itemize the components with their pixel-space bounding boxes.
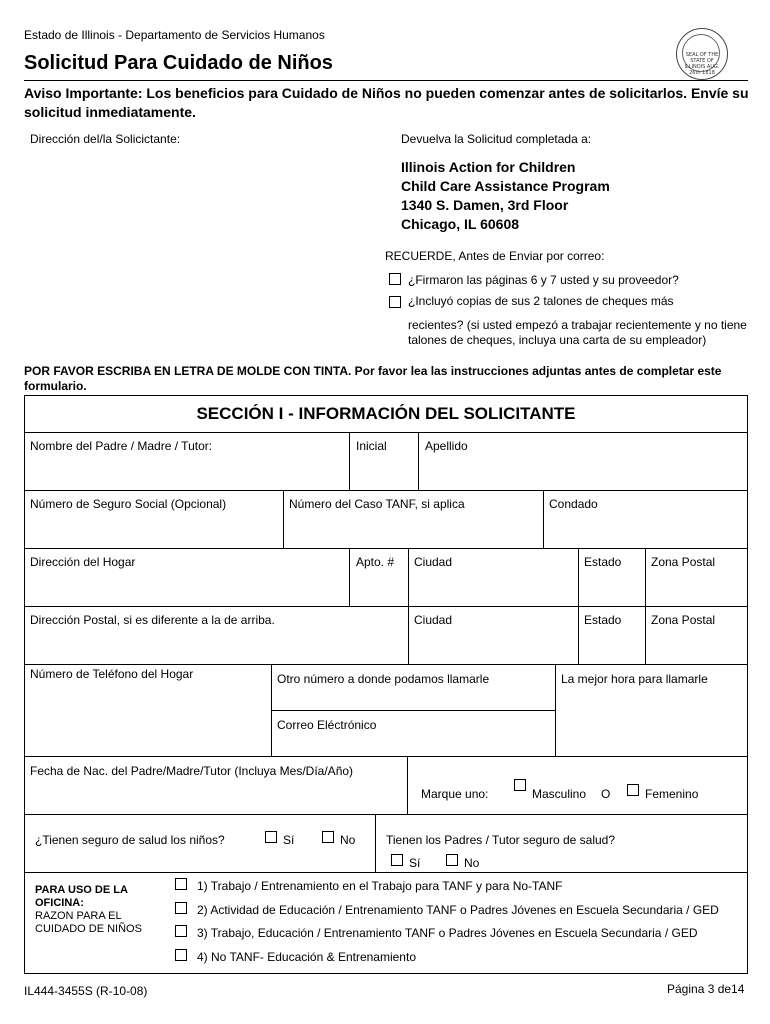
parent-name-label: Nombre del Padre / Madre / Tutor: [30,439,213,453]
or-label: O [601,787,611,801]
office-use-block [35,884,142,936]
mark-one-label: Marque uno: [421,787,489,801]
home-address-label: Dirección del Hogar [30,555,136,569]
section-applicant-info [24,395,748,974]
remember-label: RECUERDE, Antes de Enviar por correo: [385,249,605,263]
apt-label: Apto. # [356,555,395,569]
parents-insurance-no-checkbox[interactable] [446,854,458,866]
paystubs-label: ¿Incluyó copias de sus 2 talones de cheques más [408,294,674,308]
office-use-line4: CUIDADO DE NIÑOS [35,923,142,935]
best-time-label: La mejor hora para llamarle [561,672,708,686]
reason2-checkbox[interactable] [175,902,187,914]
parents-insurance-yes-label: Sí [409,856,421,870]
parents-insurance-no-label: No [464,856,480,870]
children-insurance-no-label: No [340,833,356,847]
office-use-line3: RAZON PARA EL [35,910,122,922]
female-label: Femenino [645,787,699,801]
paystubs-label-cont: recientes? (si usted empezó a trabajar recientemente y no tiene talones de cheques, incluya una carta de su empleador) [408,318,747,347]
return-address [401,158,610,234]
zip-label: Zona Postal [651,555,716,569]
dob-label: Fecha de Nac. del Padre/Madre/Tutor (Incluya Mes/Día/Año) [30,764,354,778]
paystubs-checkbox[interactable] [389,296,401,308]
ssn-label: Número de Seguro Social (Opcional) [30,497,227,511]
home-phone-label: Número de Teléfono del Hogar [30,667,194,681]
return-address-line2: Child Care Assistance Program [401,178,610,194]
children-insurance-label: ¿Tienen seguro de salud los niños? [35,833,225,847]
header-divider [24,80,748,81]
seal-text: SEAL OF THE STATE OF ILLINOIS AUG. 26th 1818 [684,52,720,76]
form-id: IL444-3455S (R-10-08) [24,984,148,998]
last-name-label: Apellido [425,439,468,453]
parents-insurance-label: Tienen los Padres / Tutor seguro de salud? [386,833,616,847]
state-seal [676,28,728,80]
parents-insurance-yes-checkbox[interactable] [391,854,403,866]
reason2-label: 2) Actividad de Educación / Entrenamiento TANF o Padres Jóvenes en Escuela Secundaria / GED [197,903,719,917]
initial-label: Inicial [356,439,387,453]
page-number: Página 3 de14 [667,982,745,996]
reason3-checkbox[interactable] [175,925,187,937]
important-notice: Aviso Importante: Los beneficios para Cuidado de Niños no pueden comenzar antes de solicitarlos. Envíe su solicitud inmediatamente. [24,85,749,120]
signed-pages-label: ¿Firmaron las páginas 6 y 7 usted y su proveedor? [408,273,679,287]
other-phone-label: Otro número a donde podamos llamarle [277,672,490,686]
tanf-case-label: Número del Caso TANF, si aplica [289,497,465,511]
reason1-checkbox[interactable] [175,878,187,890]
return-label: Devuelva la Solicitud completada a: [401,132,592,146]
form-title: Solicitud Para Cuidado de Niños [24,52,333,74]
mailing-address-label: Dirección Postal, si es diferente a la de arriba. [30,613,275,627]
signed-pages-checkbox[interactable] [389,273,401,285]
reason1-label: 1) Trabajo / Entrenamiento en el Trabajo para TANF y para No-TANF [197,879,563,893]
return-address-line1: Illinois Action for Children [401,159,576,175]
state-label: Estado [584,555,622,569]
office-use-line2: OFICINA: [35,897,84,909]
male-label: Masculino [532,787,587,801]
reason4-checkbox[interactable] [175,949,187,961]
print-instructions: POR FAVOR ESCRIBA EN LETRA DE MOLDE CON TINTA. Por favor lea las instrucciones adjuntas antes de completar este formulario. [24,364,722,393]
office-use-line1: PARA USO DE LA [35,884,128,896]
female-checkbox[interactable] [627,784,639,796]
reason4-label: 4) No TANF- Educación & Entrenamiento [197,950,416,964]
mailing-zip-label: Zona Postal [651,613,716,627]
children-insurance-yes-checkbox[interactable] [265,831,277,843]
agency-name: Estado de Illinois - Departamento de Servicios Humanos [24,28,325,42]
children-insurance-no-checkbox[interactable] [322,831,334,843]
male-checkbox[interactable] [514,779,526,791]
applicant-address-label: Dirección del/la Solicictante: [30,132,181,146]
section-title: SECCIÓN I - INFORMACIÓN DEL SOLICITANTE [196,404,576,423]
reason3-label: 3) Trabajo, Educación / Entrenamiento TANF o Padres Jóvenes en Escuela Secundaria / GED [197,926,698,940]
email-label: Correo Eléctrónico [277,718,377,732]
city-label: Ciudad [414,555,453,569]
children-insurance-yes-label: Sí [283,833,295,847]
return-address-line3: 1340 S. Damen, 3rd Floor [401,197,569,213]
mailing-city-label: Ciudad [414,613,453,627]
return-address-line4: Chicago, IL 60608 [401,216,520,232]
mailing-state-label: Estado [584,613,622,627]
county-label: Condado [549,497,598,511]
